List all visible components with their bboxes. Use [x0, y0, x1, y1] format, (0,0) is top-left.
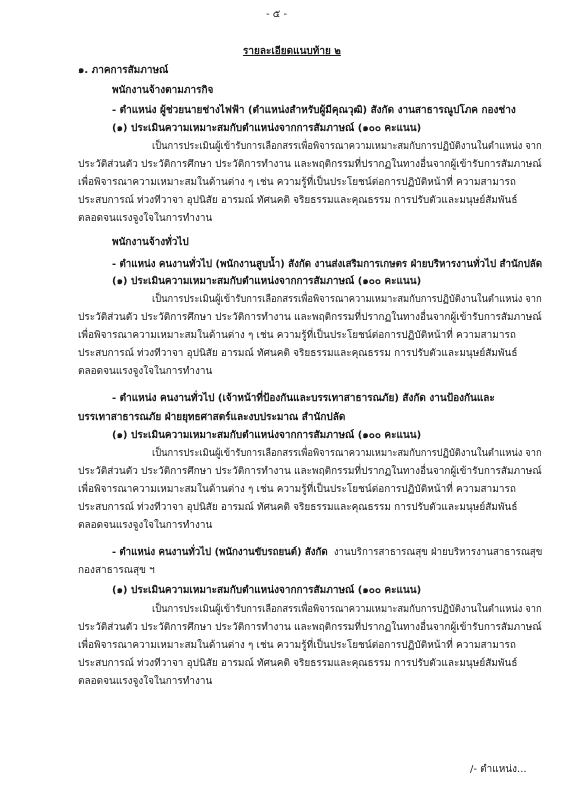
body-line: ประสบการณ์ ท่วงทีวาจา อุปนิสัย อารมณ์ ทัศนคติ จริยธรรมและคุณธรรม การปรับตัวและมนุษย์สัมพันธ์: [78, 348, 518, 359]
body-line: เป็นการประเมินผู้เข้ารับการเลือกสรรเพื่อพิจารณาความเหมาะสมกับการปฏิบัติงานในตำแหน่ง จาก: [152, 294, 542, 305]
position-title-driver-cont: กองสาธารณสุข ฯ: [78, 565, 155, 576]
position-title-pump-operator: - ตำแหน่ง คนงานทั่วไป (พนักงานสูบน้ำ) สังกัด งานส่งเสริมการเกษตร ฝ่ายบริหารงานทั่วไป สำนักปลัด: [112, 259, 543, 270]
body-line: ตลอดจนแรงจูงใจในการทำงาน: [78, 520, 213, 531]
position-title-driver: [112, 546, 542, 559]
criterion-heading: (๑) ประเมินความเหมาะสมกับตำแหน่งจากการสัมภาษณ์ (๑๐๐ คะแนน): [112, 276, 422, 287]
body-line: ตลอดจนแรงจูงใจในการทำงาน: [78, 676, 213, 687]
body-line: เพื่อพิจารณาความเหมาะสมในด้านต่าง ๆ เช่น ความรู้ที่เป็นประโยชน์ต่อการปฏิบัติหน้าที่ ความสามารถ: [78, 640, 516, 651]
body-line: เพื่อพิจารณาความเหมาะสมในด้านต่าง ๆ เช่น ความรู้ที่เป็นประโยชน์ต่อการปฏิบัติหน้าที่ ความสามารถ: [78, 484, 516, 495]
body-line: ประสบการณ์ ท่วงทีวาจา อุปนิสัย อารมณ์ ทัศนคติ จริยธรรมและคุณธรรม การปรับตัวและมนุษย์สัมพันธ์: [78, 658, 518, 669]
position-title-disaster-officer-cont: บรรเทาสาธารณภัย ฝ่ายยุทธศาสตร์และงบประมาณ สำนักปลัด: [78, 412, 346, 423]
page-number: - ๕ -: [266, 9, 288, 20]
document-title: รายละเอียดแนบท้าย ๒: [243, 46, 341, 57]
position-title-disaster-officer: - ตำแหน่ง คนงานทั่วไป (เจ้าหน้าที่ป้องกันและบรรเทาสาธารณภัย) สังกัด งานป้องกันและ: [112, 393, 495, 404]
body-line: เพื่อพิจารณาความเหมาะสมในด้านต่าง ๆ เช่น ความรู้ที่เป็นประโยชน์ต่อการปฏิบัติหน้าที่ ความสามารถ: [78, 177, 516, 188]
body-line: ประสบการณ์ ท่วงทีวาจา อุปนิสัย อารมณ์ ทัศนคติ จริยธรรมและคุณธรรม การปรับตัวและมนุษย์สัมพันธ์: [78, 502, 518, 513]
group-heading-general-staff: พนักงานจ้างทั่วไป: [112, 237, 189, 248]
criterion-heading: (๑) ประเมินความเหมาะสมกับตำแหน่งจากการสัมภาษณ์ (๑๐๐ คะแนน): [112, 430, 422, 441]
body-line: ตลอดจนแรงจูงใจในการทำงาน: [78, 213, 213, 224]
body-line: ประวัติส่วนตัว ประวัติการศึกษา ประวัติการทำงาน และพฤติกรรมที่ปรากฏในทางอื่นจากผู้เข้ารับการสัมภาษณ์: [78, 159, 542, 170]
body-line: ประวัติส่วนตัว ประวัติการศึกษา ประวัติการทำงาน และพฤติกรรมที่ปรากฏในทางอื่นจากผู้เข้ารับการสัมภาษณ์: [78, 622, 542, 633]
group-heading-mission-staff: พนักงานจ้างตามภารกิจ: [112, 85, 214, 96]
position-title-driver-rest: งานบริการสาธารณสุข ฝ่ายบริหารงานสาธารณสุข: [333, 547, 543, 558]
criterion-heading: (๑) ประเมินความเหมาะสมกับตำแหน่งจากการสัมภาษณ์ (๑๐๐ คะแนน): [112, 123, 422, 134]
body-line: เป็นการประเมินผู้เข้ารับการเลือกสรรเพื่อพิจารณาความเหมาะสมกับการปฏิบัติงานในตำแหน่ง จาก: [152, 141, 542, 152]
body-line: เป็นการประเมินผู้เข้ารับการเลือกสรรเพื่อพิจารณาความเหมาะสมกับการปฏิบัติงานในตำแหน่ง จาก: [152, 448, 542, 459]
section-heading: ๑. ภาคการสัมภาษณ์: [78, 65, 169, 76]
position-title-driver-bold: - ตำแหน่ง คนงานทั่วไป (พนักงานขับรถยนต์) สังกัด: [112, 547, 328, 558]
body-line: เป็นการประเมินผู้เข้ารับการเลือกสรรเพื่อพิจารณาความเหมาะสมกับการปฏิบัติงานในตำแหน่ง จาก: [152, 604, 542, 615]
body-line: ประสบการณ์ ท่วงทีวาจา อุปนิสัย อารมณ์ ทัศนคติ จริยธรรมและคุณธรรม การปรับตัวและมนุษย์สัมพันธ์: [78, 195, 518, 206]
body-line: เพื่อพิจารณาความเหมาะสมในด้านต่าง ๆ เช่น ความรู้ที่เป็นประโยชน์ต่อการปฏิบัติหน้าที่ ความสามารถ: [78, 330, 516, 341]
body-line: ตลอดจนแรงจูงใจในการทำงาน: [78, 366, 213, 377]
body-line: ประวัติส่วนตัว ประวัติการศึกษา ประวัติการทำงาน และพฤติกรรมที่ปรากฏในทางอื่นจากผู้เข้ารับการสัมภาษณ์: [78, 312, 542, 323]
continuation-footer: /- ตำแหน่ง...: [470, 764, 527, 775]
position-title-electrician-assistant: - ตำแหน่ง ผู้ช่วยนายช่างไฟฟ้า (ตำแหน่งสำหรับผู้มีคุณวุฒิ) สังกัด งานสาธารณูปโภค กองช่าง: [112, 105, 516, 116]
criterion-heading: (๑) ประเมินความเหมาะสมกับตำแหน่งจากการสัมภาษณ์ (๑๐๐ คะแนน): [112, 585, 422, 596]
body-line: ประวัติส่วนตัว ประวัติการศึกษา ประวัติการทำงาน และพฤติกรรมที่ปรากฏในทางอื่นจากผู้เข้ารับการสัมภาษณ์: [78, 466, 542, 477]
